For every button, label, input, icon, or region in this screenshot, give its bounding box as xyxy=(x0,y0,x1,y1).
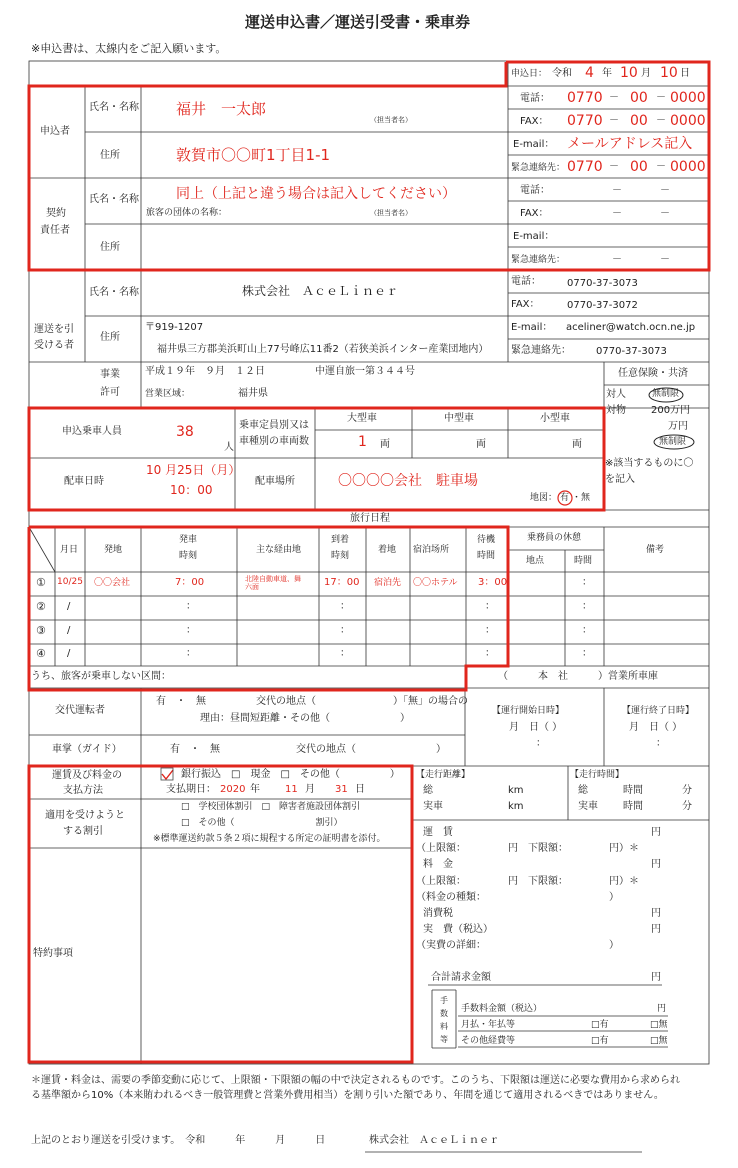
applicant-email[interactable]: メールアドレス記入 xyxy=(567,136,693,152)
ins-unlimited: 無制限 xyxy=(659,437,687,447)
passenger-count[interactable]: 38 xyxy=(176,424,194,440)
special-terms-label: 特約事項 xyxy=(33,948,73,959)
applicant-tel-1[interactable]: 0770 xyxy=(567,90,603,106)
ins-note-1: ※該当するものに〇 xyxy=(605,458,694,469)
page-title: 運送申込書／運送引受書・乗車券 xyxy=(245,13,471,31)
operator-name-label: 氏名・名称 xyxy=(89,287,139,298)
row-1-from[interactable]: 〇〇会社 xyxy=(94,578,131,588)
start-datetime-label: 【運行開始日時】 xyxy=(492,706,565,716)
vehicle-type-small: 小型車 xyxy=(540,413,570,424)
row-1-wait[interactable]: 3：00 xyxy=(478,577,508,588)
due-month[interactable]: 11 xyxy=(285,784,298,795)
guide-place: 交代の地点（ ） xyxy=(296,744,446,755)
row-1-dep[interactable]: 7：00 xyxy=(175,577,205,588)
monthly-yes[interactable]: □有 xyxy=(591,1020,609,1030)
passenger-unit: 人 xyxy=(224,442,234,453)
footer-note-1: ＊運賃・料金は、需要の季節変動に応じて、上限額・下限額の幅の中で決定されるものです。このうち、下限額は運送に必要な費用から求められ xyxy=(31,1075,680,1086)
footer-sign: 上記のとおり運送を引受けます。 令和 年 月 日 xyxy=(31,1135,326,1146)
contract-tel-label: 電話： xyxy=(520,185,550,196)
applicant-tanto: （担当者名） xyxy=(370,116,412,124)
due-year[interactable]: 2020 xyxy=(220,784,246,795)
applicant-addr-label: 住所 xyxy=(100,150,120,161)
row-3-no: ③ xyxy=(36,624,46,637)
vehicle-type-large: 大型車 xyxy=(347,413,377,424)
dispatch-time[interactable]: 10：00 xyxy=(170,483,213,497)
other-no[interactable]: □無 xyxy=(650,1036,668,1046)
applicant-email-label: E-mail： xyxy=(513,139,555,150)
no-ride-section: うち、旅客が乗車しない区間： xyxy=(31,671,171,682)
total-amount-label: 合計請求金額 xyxy=(431,972,491,983)
footer-note-2: る基準額から10%（本来賄われるべき一般管理費と営業外費用相当）を割り引いた額であり、年間を通じて適用されるべきではありません。 xyxy=(31,1090,664,1101)
permit-label-2: 許可 xyxy=(100,387,120,398)
guide-label: 車掌（ガイド） xyxy=(52,744,122,755)
dispatch-place-label: 配車場所 xyxy=(255,476,295,487)
other-yes[interactable]: □有 xyxy=(591,1036,609,1046)
row-2-no: ② xyxy=(36,600,46,613)
applicant-fax-3[interactable]: 0000 xyxy=(670,113,706,129)
instruction-note: ※申込書は、太線内をご記入願います。 xyxy=(31,42,227,55)
fare-label: 運 賃 xyxy=(423,827,453,838)
fee-label: 料 金 xyxy=(423,859,453,870)
apply-date-label: 申込日： xyxy=(511,69,548,79)
row-1-date[interactable]: 10/25 xyxy=(57,577,83,587)
discount-note: ※標準運送約款５条２項に規程する所定の証明書を添付。 xyxy=(153,834,386,844)
contract-addr-label: 住所 xyxy=(100,242,120,253)
actual-cost-label: 実 費（税込） xyxy=(423,924,493,935)
applicant-name[interactable]: 福井 一太郎 xyxy=(176,100,267,118)
operator-email-label: E-mail： xyxy=(511,322,553,333)
applicant-tel-3[interactable]: 0000 xyxy=(670,90,706,106)
applicant-tel-2[interactable]: 00 xyxy=(630,90,648,106)
contract-name-label: 氏名・名称 xyxy=(89,194,139,205)
payment-label-2: 支払方法 xyxy=(63,785,103,796)
group-name-label: 旅客の団体の名称： xyxy=(146,208,228,218)
fee-type: （料金の種類： xyxy=(416,892,486,903)
row-1-via[interactable]: 北陸自動車道、舞六面 xyxy=(245,575,301,592)
other-costs-label: その他経費等 xyxy=(461,1036,516,1046)
applicant-emg-3[interactable]: 0000 xyxy=(670,159,706,175)
operator-emg-label: 緊急連絡先： xyxy=(511,345,571,356)
area-label: 営業区域： xyxy=(145,389,191,399)
day-unit: 日 xyxy=(680,68,690,79)
area: 福井県 xyxy=(238,388,268,399)
apply-date-day[interactable]: 10 xyxy=(660,65,678,81)
time-label: 【走行時間】 xyxy=(570,770,625,780)
row-1-to[interactable]: 宿泊先 xyxy=(374,578,402,588)
row-1-stay[interactable]: 〇〇ホテル xyxy=(413,578,458,588)
applicant-emg-1[interactable]: 0770 xyxy=(567,159,603,175)
apply-date-era: 令和 xyxy=(552,68,572,79)
operator-section-label-1: 運送を引 xyxy=(34,324,74,335)
month-unit: 月 xyxy=(641,68,651,79)
apply-date-month[interactable]: 10 xyxy=(620,65,638,81)
contract-fax-label: FAX： xyxy=(520,208,549,219)
monthly-payment-label: 月払・年払等 xyxy=(461,1020,516,1030)
contract-tanto: （担当者名） xyxy=(370,209,412,217)
discount-options-2[interactable]: □ その他（ 割引） xyxy=(181,818,343,828)
itinerary-header: 旅行日程 xyxy=(350,513,390,524)
applicant-fax-label: FAX： xyxy=(520,116,549,127)
contract-email-label: E-mail： xyxy=(513,231,555,242)
dispatch-place[interactable]: 〇〇〇〇会社 駐車場 xyxy=(338,473,478,489)
discount-options-1[interactable]: □ 学校団体割引 □ 障害者施設団体割引 xyxy=(181,802,361,812)
garage: （ 本 社 ）営業所車庫 xyxy=(498,671,658,682)
permit-number: 中運自旅一第３４４号 xyxy=(315,366,415,377)
operator-name: 株式会社 ＡｃｅＬｉｎｅｒ xyxy=(242,284,399,298)
map-label: 地図： xyxy=(530,493,558,503)
applicant-fax-1[interactable]: 0770 xyxy=(567,113,603,129)
applicant-emg-2[interactable]: 00 xyxy=(630,159,648,175)
applicant-name-label: 氏名・名称 xyxy=(89,102,139,113)
year-unit: 年 xyxy=(602,68,612,79)
operator-emg: 0770-37-3073 xyxy=(596,346,667,357)
payment-label-1: 運賃及び料金の xyxy=(52,770,122,781)
passenger-count-label: 申込乗車人員 xyxy=(62,426,122,437)
due-label: 支払期日： xyxy=(166,784,216,795)
distance-label: 【走行距離】 xyxy=(416,770,471,780)
relief-place: 交代の地点（ xyxy=(256,696,316,707)
operator-tel-label: 電話： xyxy=(511,276,541,287)
relief-driver-label: 交代運転者 xyxy=(55,705,105,716)
vehicle-label-2: 車種別の車両数 xyxy=(239,436,309,447)
actual-cost-detail: （実費の詳細： xyxy=(416,940,486,951)
tax-label: 消費税 xyxy=(423,908,453,919)
operator-addr-label: 住所 xyxy=(100,332,120,343)
operator-address: 福井県三方郡美浜町山上77号峰広11番2（若狭美浜インター産業団地内） xyxy=(157,344,489,355)
dispatch-label: 配車日時 xyxy=(64,476,104,487)
operator-fax-label: FAX： xyxy=(511,299,540,310)
row-4-no: ④ xyxy=(36,647,46,660)
end-datetime-label: 【運行終了日時】 xyxy=(622,706,695,716)
ins-note-2: を記入 xyxy=(605,474,635,485)
ins-person-value: 無制限 xyxy=(652,389,680,399)
discount-label-2: する割引 xyxy=(63,826,103,837)
ins-property-value: 200万円 xyxy=(651,405,691,416)
applicant-section-label: 申込者 xyxy=(40,126,70,137)
operator-tel: 0770-37-3073 xyxy=(567,278,638,289)
handling-fee-label: 手数料金額（税込） xyxy=(461,1004,543,1014)
ins-unit: 万円 xyxy=(668,421,688,432)
map-no[interactable]: 無 xyxy=(581,493,591,503)
vehicle-count-large[interactable]: 1 xyxy=(358,434,367,450)
applicant-fax-2[interactable]: 00 xyxy=(630,113,648,129)
permit-label-1: 事業 xyxy=(100,369,120,380)
guide-option[interactable]: 有 ・ 無 xyxy=(170,744,220,755)
vehicle-type-medium: 中型車 xyxy=(444,413,474,424)
footer-company: 株式会社 ＡｃｅＬｉｎｅｒ xyxy=(369,1135,499,1146)
permit-date: 平成１９年 ９月 １２日 xyxy=(145,366,265,377)
contract-section-label-1: 契約 xyxy=(46,208,66,219)
discount-label-1: 適用を受けようと xyxy=(45,810,125,821)
contract-section-label-2: 責任者 xyxy=(40,225,70,236)
applicant-address[interactable]: 敦賀市〇〇町1丁目1-1 xyxy=(176,146,331,164)
relief-reason: 理由：昼間短距離・その他（ ） xyxy=(200,713,410,724)
insurance-label: 任意保険・共済 xyxy=(618,368,688,379)
vehicle-label-1: 乗車定員別又は xyxy=(239,420,309,431)
row-1-no: ① xyxy=(36,576,46,589)
monthly-no[interactable]: □無 xyxy=(650,1020,668,1030)
ins-property-label: 対物 xyxy=(606,405,626,416)
row-1-arr[interactable]: 17：00 xyxy=(324,577,360,588)
contract-emg-label: 緊急連絡先： xyxy=(511,255,566,265)
contract-name[interactable]: 同上（上記と違う場合は記入してください） xyxy=(176,186,456,202)
operator-email: aceliner@watch.ocn.ne.jp xyxy=(566,322,696,333)
operator-fax: 0770-37-3072 xyxy=(567,300,638,311)
payment-method[interactable]: 銀行振込 □ 現金 □ その他（ ） xyxy=(181,769,400,780)
due-day[interactable]: 31 xyxy=(335,784,348,795)
map-yes[interactable]: 有 xyxy=(560,493,570,503)
operator-section-label-2: 受ける者 xyxy=(34,340,74,351)
applicant-tel-label: 電話： xyxy=(520,93,550,104)
applicant-emg-label: 緊急連絡先： xyxy=(511,163,566,173)
apply-date-year[interactable]: 4 xyxy=(585,65,594,81)
ins-person-label: 対人 xyxy=(606,389,626,400)
dispatch-date[interactable]: 10 月25日（月） xyxy=(146,463,241,477)
operator-postal: 〒919-1207 xyxy=(145,322,204,333)
relief-driver-option[interactable]: 有 ・ 無 xyxy=(156,696,206,707)
